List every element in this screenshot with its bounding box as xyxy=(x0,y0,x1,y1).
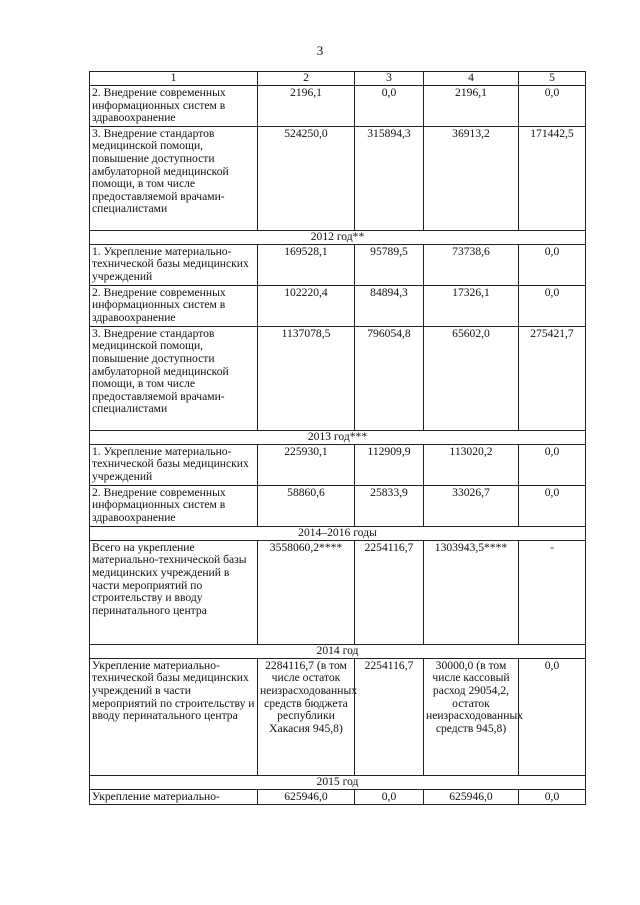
amount-cell: - xyxy=(519,540,586,644)
section-year-label: 2015 год xyxy=(90,775,586,789)
amount-cell: 17326,1 xyxy=(424,285,519,326)
amount-cell: 171442,5 xyxy=(519,126,586,230)
table-row xyxy=(90,244,586,285)
section-year-label: 2014 год xyxy=(90,644,586,658)
amount-cell: 102220,4 xyxy=(258,285,355,326)
amount-cell: 0,0 xyxy=(519,789,586,805)
amount-cell: 2254116,7 xyxy=(355,658,424,775)
section-year-label: 2014–2016 годы xyxy=(90,526,586,540)
activity-name-cell: 1. Укрепление материально-технической базы медицинских учреждений xyxy=(90,244,258,285)
page-number: 3 xyxy=(316,43,324,58)
amount-cell: 95789,5 xyxy=(355,244,424,285)
header-cell: 5 xyxy=(519,72,586,86)
amount-cell: 25833,9 xyxy=(355,485,424,526)
amount-cell: 524250,0 xyxy=(258,126,355,230)
amount-cell: 796054,8 xyxy=(355,326,424,430)
table-row xyxy=(90,326,586,430)
table-row xyxy=(90,658,586,775)
amount-cell: 625946,0 xyxy=(258,789,355,805)
table-row xyxy=(90,444,586,485)
activity-name-cell: 3. Внедрение стандартов медицинской помощи, повышение доступности амбулаторной медицинской помощи, в том числе предоставляемой врачами-специалистами xyxy=(90,126,258,230)
activity-name-cell: 1. Укрепление материально-технической базы медицинских учреждений xyxy=(90,444,258,485)
amount-cell: 225930,1 xyxy=(258,444,355,485)
activity-name-cell: 2. Внедрение современных информационных систем в здравоохранение xyxy=(90,86,258,127)
section-header-row xyxy=(90,230,586,244)
table-body xyxy=(90,72,586,805)
activity-name-cell: Всего на укрепление материально-технической базы медицинских учреждений в части мероприятий по строительству и вводу перинатального центра xyxy=(90,540,258,644)
table-row xyxy=(90,789,586,805)
header-cell: 2 xyxy=(258,72,355,86)
table-row xyxy=(90,86,586,127)
amount-cell: 625946,0 xyxy=(424,789,519,805)
amount-cell: 33026,7 xyxy=(424,485,519,526)
section-header-row xyxy=(90,775,586,789)
amount-cell: 2196,1 xyxy=(258,86,355,127)
amount-cell: 0,0 xyxy=(519,244,586,285)
table-row xyxy=(90,285,586,326)
activity-name-cell: Укрепление материально-технической базы медицинских учреждений в части мероприятий по строительству и вводу перинатального центра xyxy=(90,658,258,775)
table-row xyxy=(90,126,586,230)
amount-cell: 2284116,7 (в том числе остаток неизрасходованных средств бюджета республики Хакасия 945,8) xyxy=(258,658,355,775)
amount-cell: 73738,6 xyxy=(424,244,519,285)
header-cell: 4 xyxy=(424,72,519,86)
section-header-row xyxy=(90,430,586,444)
section-header-row xyxy=(90,644,586,658)
amount-cell: 0,0 xyxy=(355,789,424,805)
amount-cell: 0,0 xyxy=(355,86,424,127)
activity-name-cell: 2. Внедрение современных информационных систем в здравоохранение xyxy=(90,285,258,326)
amount-cell: 3558060,2**** xyxy=(258,540,355,644)
header-cell: 3 xyxy=(355,72,424,86)
activity-name-cell: Укрепление материально- xyxy=(90,789,258,805)
table-row xyxy=(90,485,586,526)
amount-cell: 113020,2 xyxy=(424,444,519,485)
amount-cell: 84894,3 xyxy=(355,285,424,326)
amount-cell: 0,0 xyxy=(519,86,586,127)
amount-cell: 0,0 xyxy=(519,658,586,775)
amount-cell: 2254116,7 xyxy=(355,540,424,644)
amount-cell: 315894,3 xyxy=(355,126,424,230)
table-header-row xyxy=(90,72,586,86)
amount-cell: 65602,0 xyxy=(424,326,519,430)
section-year-label: 2012 год** xyxy=(90,230,586,244)
amount-cell: 2196,1 xyxy=(424,86,519,127)
table-row xyxy=(90,540,586,644)
activity-name-cell: 3. Внедрение стандартов медицинской помощи, повышение доступности амбулаторной медицинской помощи, в том числе предоставляемой врачами-специалистами xyxy=(90,326,258,430)
amount-cell: 0,0 xyxy=(519,485,586,526)
amount-cell: 1303943,5**** xyxy=(424,540,519,644)
amount-cell: 275421,7 xyxy=(519,326,586,430)
amount-cell: 1137078,5 xyxy=(258,326,355,430)
amount-cell: 58860,6 xyxy=(258,485,355,526)
budget-table xyxy=(89,71,586,805)
section-header-row xyxy=(90,526,586,540)
amount-cell: 0,0 xyxy=(519,285,586,326)
section-year-label: 2013 год*** xyxy=(90,430,586,444)
header-cell: 1 xyxy=(90,72,258,86)
amount-cell: 112909,9 xyxy=(355,444,424,485)
amount-cell: 36913,2 xyxy=(424,126,519,230)
amount-cell: 169528,1 xyxy=(258,244,355,285)
amount-cell: 0,0 xyxy=(519,444,586,485)
amount-cell: 30000,0 (в том числе кассовый расход 29054,2, остаток неизрасходованных средств 945,8) xyxy=(424,658,519,775)
activity-name-cell: 2. Внедрение современных информационных систем в здравоохранение xyxy=(90,485,258,526)
